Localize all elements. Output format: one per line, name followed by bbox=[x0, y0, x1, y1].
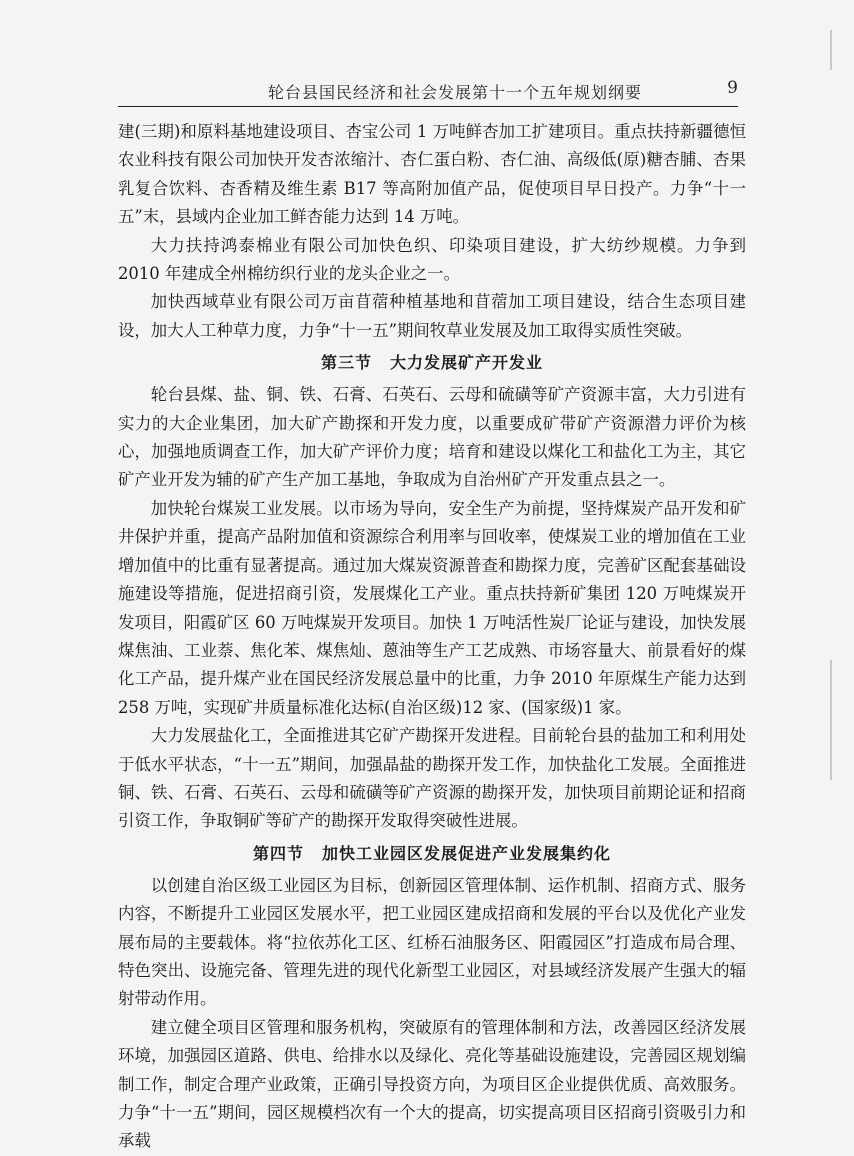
paragraph: 大力扶持鸿泰棉业有限公司加快色织、印染项目建设，扩大纺纱规模。力争到 2010 年建成全州棉纺织行业的龙头企业之一。 bbox=[118, 235, 746, 284]
section-title: 加快工业园区发展促进产业发展集约化 bbox=[322, 843, 612, 863]
paragraph: 建立健全项目区管理和服务机构，突破原有的管理体制和方法，改善园区经济发展环境，加强园区道路、供电、给排水以及绿化、亮化等基础设施建设，完善园区规划编制工作，制定合理产业政策，正确引导投资方向，为项目区企业提供优质、高效服务。力争“十一五”期间，园区规模档次有一个大的提高，切实提高项目区招商引资吸引力和承载 bbox=[118, 1017, 746, 1151]
paragraph: 加快轮台煤炭工业发展。以市场为导向，安全生产为前提，坚持煤炭产品开发和矿井保护并重，提高产品附加值和资源综合利用率与回收率，使煤炭工业的增加值在工业增加值中的比重有显著提高。通过加大煤炭资源普查和勘探力度，完善矿区配套基础设施建设等措施，促进招商引资，发展煤化工产业。重点扶持新矿集团 120 万吨煤炭开发项目，阳霞矿区 60 万吨煤炭开发项目。加快 1 万吨活性炭厂论证与建设，加快发展煤焦油、工业萘、焦化苯、煤焦灿、蒽油等生产工艺成熟、市场容量大、前景看好的煤化工产品，提升煤产业在国民经济发展总量中的比重，力争 2010 年原煤生产能力达到 258 万吨，实现矿井质量标准化达标(自治区级)12 家、(国家级)1 家。 bbox=[118, 498, 746, 717]
paragraph: 加快西域草业有限公司万亩苜蓿种植基地和苜蓿加工项目建设，结合生态项目建设，加大人工种草力度，力争“十一五”期间牧草业发展及加工取得实质性突破。 bbox=[118, 292, 746, 340]
running-title: 轮台县国民经济和社会发展第十一个五年规划纲要 bbox=[268, 83, 643, 102]
section-title: 大力发展矿产开发业 bbox=[390, 353, 544, 373]
document-body bbox=[118, 118, 746, 1156]
page-header bbox=[118, 80, 738, 107]
paragraph-continued: 建(三期)和原料基地建设项目、杏宝公司 1 万吨鲜杏加工扩建项目。重点扶持新疆德恒农业科技有限公司加快开发杏浓缩汁、杏仁蛋白粉、杏仁油、高级低(原)糖杏脯、杏果乳复合饮料、杏香精及维生素 B17 等高附加值产品，促使项目早日投产。力争“十一五”末，县域内企业加工鲜杏能力达到 14 万吨。 bbox=[118, 122, 746, 227]
section-number: 第三节 bbox=[320, 353, 372, 373]
scan-edge-mark bbox=[830, 660, 832, 780]
paragraph: 以创建自治区级工业园区为目标，创新园区管理体制、运作机制、招商方式、服务内容，不断提升工业园区发展水平，把工业园区建成招商和发展的平台以及优化产业发展布局的主要载体。将“拉依苏化工区、红桥石油服务区、阳霞园区”打造成布局合理、特色突出、设施完备、管理先进的现代化新型工业园区，对县域经济发展产生强大的辐射带动作用。 bbox=[118, 875, 746, 1009]
scan-edge-mark bbox=[830, 30, 832, 70]
section-heading-4 bbox=[118, 836, 746, 872]
paragraph: 轮台县煤、盐、铜、铁、石膏、石英石、云母和硫磺等矿产资源丰富，大力引进有实力的大企业集团，加大矿产勘探和开发力度，以重要成矿带矿产资源潜力评价为核心，加强地质调查工作，加大矿产评价力度；培育和建设以煤化工和盐化工为主，其它矿产业开发为辅的矿产生产加工基地，争取成为自治州矿产开发重点县之一。 bbox=[118, 385, 746, 490]
paragraph: 大力发展盐化工，全面推进其它矿产勘探开发进程。目前轮台县的盐加工和利用处于低水平状态，“十一五”期间，加强晶盐的勘探开发工作，加快盐化工发展。全面推进铜、铁、石膏、石英石、云母和硫磺等矿产资源的勘探开发，加快项目前期论证和招商引资工作，争取铜矿等矿产的勘探开发取得突破性进展。 bbox=[118, 726, 746, 831]
section-heading-3 bbox=[118, 345, 746, 381]
page-number: 9 bbox=[727, 78, 738, 98]
section-number: 第四节 bbox=[252, 843, 304, 863]
